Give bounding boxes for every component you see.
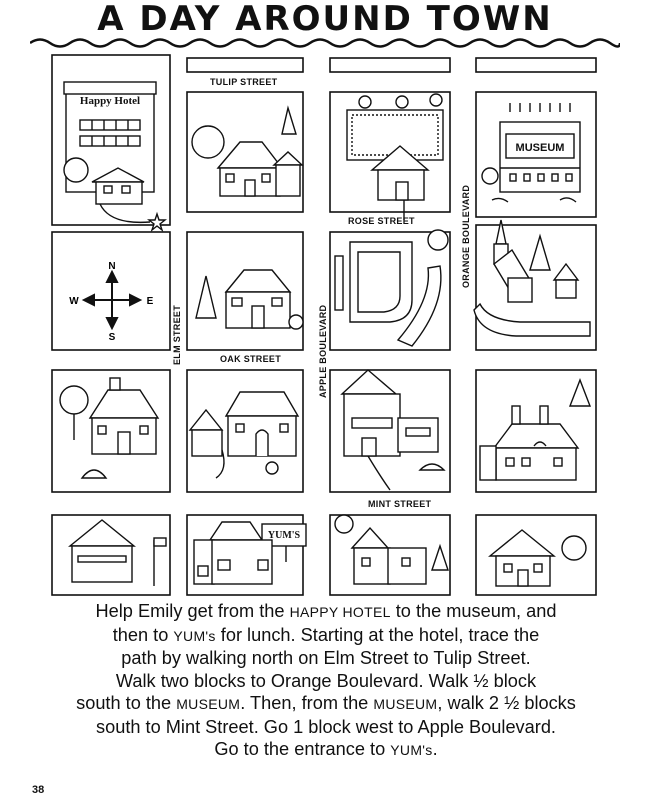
- yums-sign: YUM'S: [267, 530, 301, 541]
- compass-n: N: [108, 261, 116, 272]
- street-label-apple: APPLE BOULEVARD: [318, 304, 328, 398]
- street-label-mint: MINT STREET: [368, 499, 432, 509]
- instructions-line-2: then to YUM's for lunch. Starting at the hotel, trace the: [112, 624, 540, 645]
- instructions-line-1: Help Emily get from the HAPPY HOTEL to the museum, and: [95, 601, 557, 621]
- street-label-elm: ELM STREET: [172, 304, 182, 365]
- instructions-line-3: path by walking north on Elm Street to Tulip Street.: [121, 648, 531, 668]
- instructions-text: [36, 600, 616, 762]
- block-top-bar-2: [330, 58, 450, 72]
- page-title: A DAY AROUND TOWN: [97, 0, 553, 39]
- museum-sign: MUSEUM: [515, 142, 565, 154]
- page-number: 38: [32, 784, 45, 796]
- instructions-line-4: Walk two blocks to Orange Boulevard. Walk ½ block: [115, 670, 537, 691]
- instructions-line-7: Go to the entrance to YUM's.: [214, 739, 438, 759]
- compass-s: S: [108, 332, 116, 343]
- hotel-sign: Happy Hotel: [79, 95, 141, 107]
- block-top-bar-3: [476, 58, 596, 72]
- street-label-rose: ROSE STREET: [348, 216, 415, 226]
- instructions-line-5: south to the MUSEUM. Then, from the MUSEUM, walk 2 ½ blocks: [76, 693, 576, 713]
- street-label-tulip: TULIP STREET: [210, 77, 278, 87]
- instructions-line-6: south to Mint Street. Go 1 block west to Apple Boulevard.: [96, 716, 556, 737]
- compass-w: W: [69, 296, 79, 307]
- block-top-bar-1: [187, 58, 303, 72]
- street-label-oak: OAK STREET: [220, 354, 282, 364]
- compass-e: E: [146, 296, 154, 307]
- street-label-orange: ORANGE BOULEVARD: [461, 184, 471, 288]
